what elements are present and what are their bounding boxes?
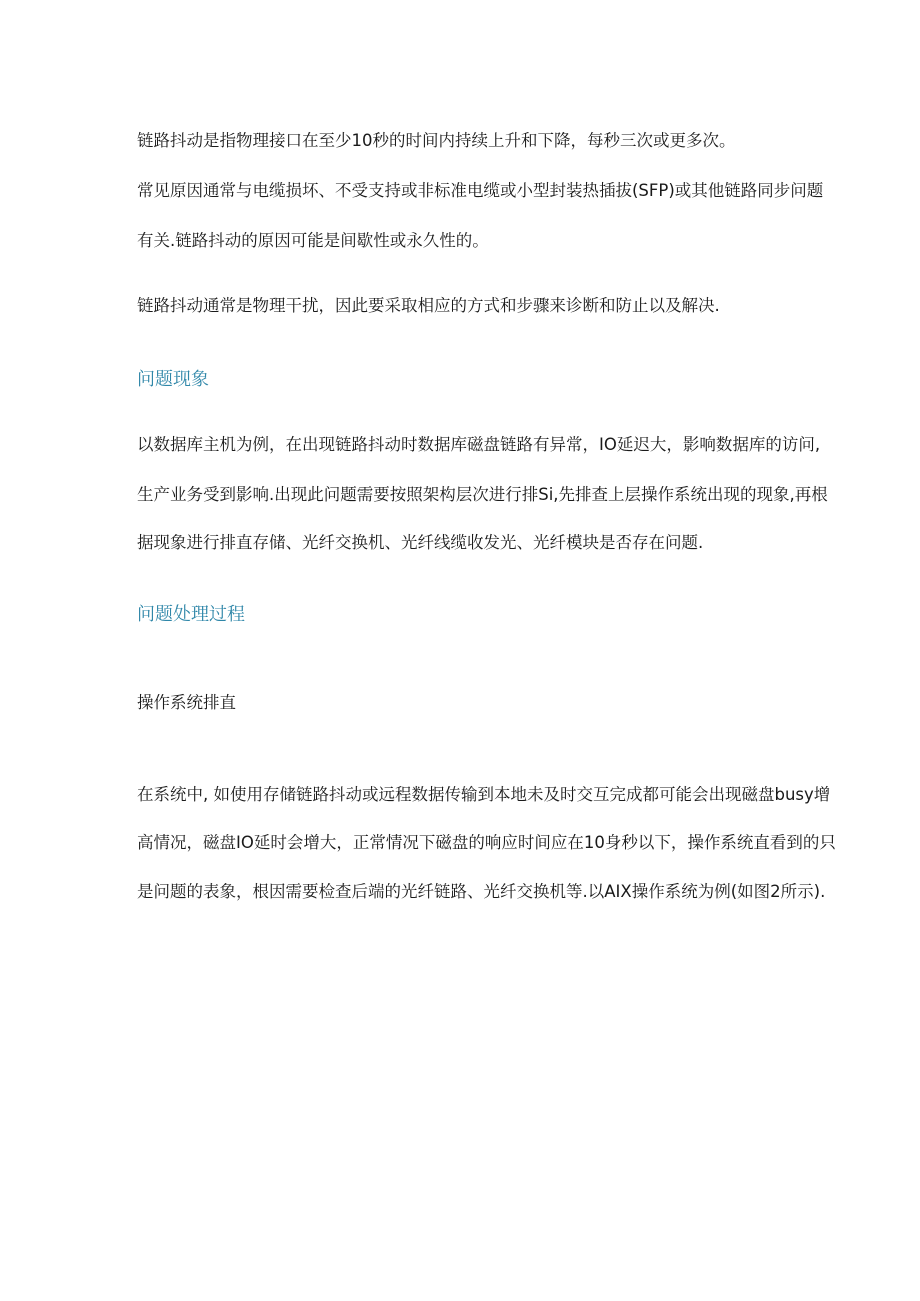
process-paragraph-line-1: 在系统中, 如使用存储链路抖动或远程数据传输到本地未及时交互完成都可能会出现磁盘busy增 [137,785,831,804]
intro-paragraph-line-3: 有关.链路抖动的原因可能是间歇性或永久性的。 [137,231,489,250]
section-heading-process: 问题处理过程 [137,604,245,625]
section-heading-symptoms: 问题现象 [137,369,209,390]
intro-paragraph-line-1: 链路抖动是指物理接口在至少10秒的时间内持续上升和下降，每秒三次或更多次。 [137,131,736,150]
process-paragraph-line-3: 是问题的表象，根因需要检查后端的光纤链路、光纤交换机等.以AIX操作系统为例(如图2所示). [137,882,826,901]
process-paragraph-line-2: 高情况，磁盘IO延时会增大，正常情况下磁盘的响应时间应在10身秒以下，操作系统直看到的只 [137,833,836,852]
symptoms-paragraph-line-3: 据现象进行排直存储、光纤交换机、光纤线缆收发光、光纤模块是否存在问题. [137,533,704,552]
subheading-os-check: 操作系统排直 [137,693,236,712]
symptoms-paragraph-line-1: 以数据库主机为例，在出现链路抖动时数据库磁盘链路有异常，IO延迟大，影响数据库的访问, [137,435,821,454]
intro-paragraph-line-2: 常见原因通常与电缆损坏、不受支持或非标准电缆或小型封装热插拔(SFP)或其他链路同步问题 [137,181,824,200]
intro-paragraph-line-4: 链路抖动通常是物理干扰，因此要采取相应的方式和步骤来诊断和防止以及解决. [137,296,720,315]
symptoms-paragraph-line-2: 生产业务受到影响.出现此问题需要按照架构层次进行排Si,先排查上层操作系统出现的现象,再根 [137,485,828,504]
